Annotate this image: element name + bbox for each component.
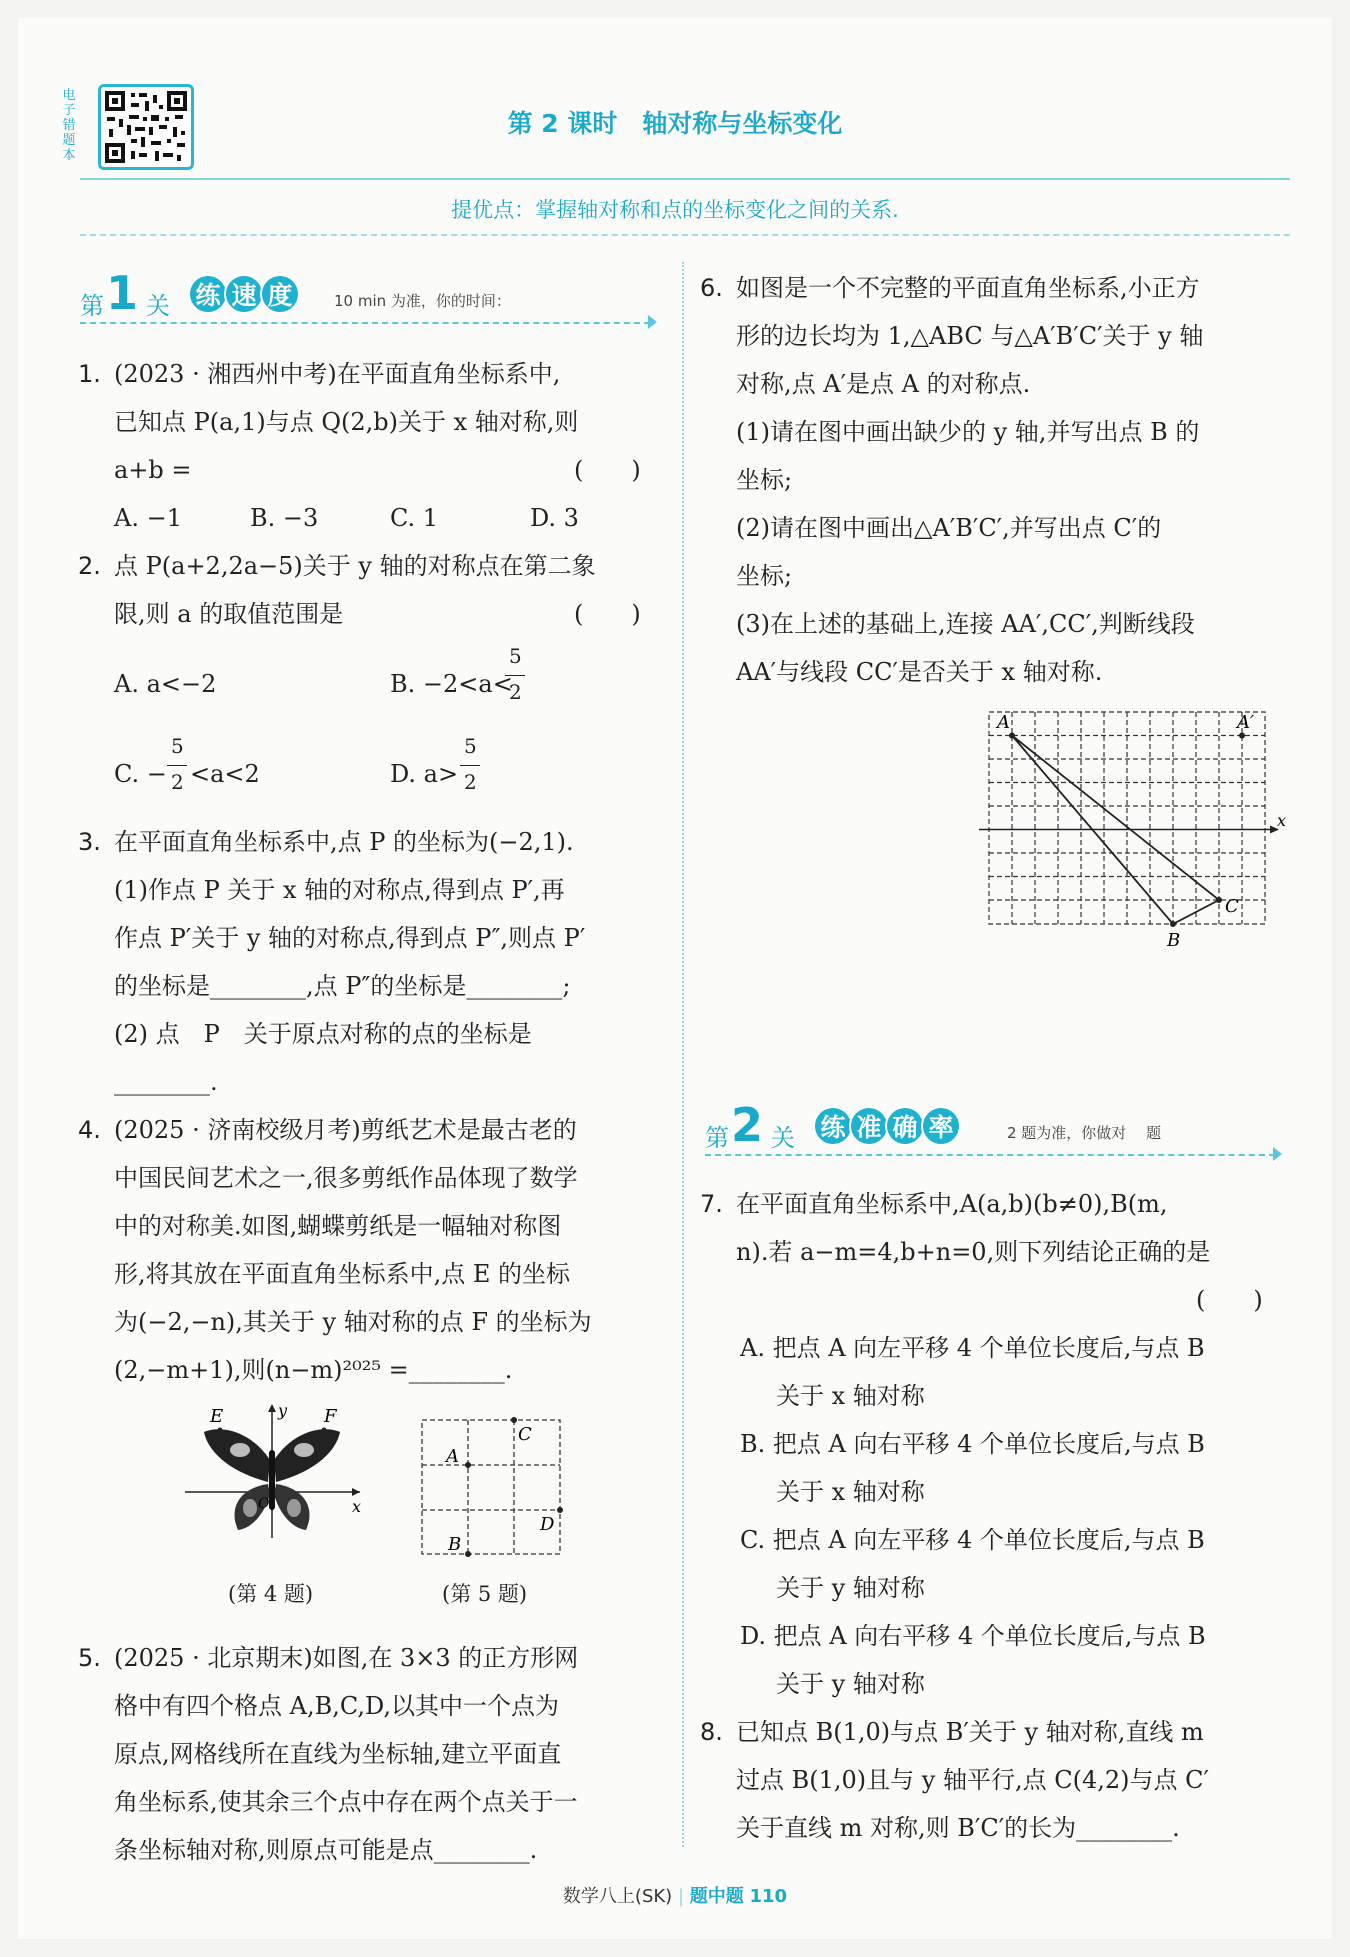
section-1-pill: 练 xyxy=(188,274,228,314)
q5-caption: (第 5 题) xyxy=(442,1582,528,1606)
q7-line: 在平面直角坐标系中,A(a,b)(b≠0),B(m, xyxy=(736,1190,1168,1218)
footer-separator: | xyxy=(677,1886,685,1907)
origin-label: O xyxy=(258,1496,270,1512)
q1-line: a+b = xyxy=(114,456,192,484)
section-2-pill: 准 xyxy=(849,1106,889,1146)
section-2-number: 2 xyxy=(731,1098,764,1152)
point-b-label: B xyxy=(1167,930,1181,950)
q1-option-a: A. −1 xyxy=(114,504,182,532)
fraction-denominator: 2 xyxy=(464,770,477,794)
tip-line: 提优点：掌握轴对称和点的坐标变化之间的关系. xyxy=(451,198,899,222)
q2-number: 2. xyxy=(78,552,101,580)
q7-option-a: A. 把点 A 向左平移 4 个单位长度后,与点 B xyxy=(740,1334,1205,1362)
q3-line: 作点 P′关于 y 轴的对称点,得到点 P″,则点 P′ xyxy=(114,924,586,952)
point-b-marker xyxy=(1170,921,1176,927)
q7-line: n).若 a−m=4,b+n=0,则下列结论正确的是 xyxy=(736,1238,1211,1266)
point-a-prime-label: A′ xyxy=(1237,712,1255,733)
point-a-prime-marker xyxy=(1239,733,1245,739)
section-1-guan: 关 xyxy=(146,292,170,320)
lesson-title: 第 2 课时 轴对称与坐标变化 xyxy=(507,109,843,138)
q7-option-b: B. 把点 A 向右平移 4 个单位长度后,与点 B xyxy=(740,1430,1205,1458)
point-a-label: A xyxy=(446,1446,459,1467)
point-c-label: C xyxy=(1225,896,1239,917)
q1-line: (2023 · 湘西州中考)在平面直角坐标系中, xyxy=(114,360,561,388)
section-1-underline xyxy=(80,322,650,324)
q4-line: 中的对称美.如图,蝴蝶剪纸是一幅轴对称图 xyxy=(114,1212,562,1240)
header-divider xyxy=(80,178,1290,180)
q5-line: 条坐标轴对称,则原点可能是点________. xyxy=(114,1836,538,1864)
point-e-marker xyxy=(218,1428,223,1433)
side-label: 电子错题本 xyxy=(62,88,76,163)
q7-option-a-cont: 关于 x 轴对称 xyxy=(776,1382,925,1410)
section-2-pill: 率 xyxy=(921,1106,961,1146)
q5-number: 5. xyxy=(78,1644,101,1672)
x-axis-label: x xyxy=(352,1497,362,1516)
fraction-denominator: 2 xyxy=(171,770,184,794)
section-2-pill: 确 xyxy=(885,1106,925,1146)
y-axis-arrow-icon xyxy=(268,1404,276,1412)
triangle-grid-figure xyxy=(975,700,1295,950)
q8-line: 已知点 B(1,0)与点 B′关于 y 轴对称,直线 m xyxy=(736,1718,1204,1746)
q3-line: 的坐标是________,点 P″的坐标是________; xyxy=(114,972,571,1000)
section-1-note: 10 min 为准，你的时间： xyxy=(334,292,511,310)
tip-divider xyxy=(80,234,1290,236)
footer-brand: 题中题 xyxy=(689,1886,744,1907)
section-2-di: 第 xyxy=(705,1124,729,1152)
fraction-bar xyxy=(460,765,480,766)
q8-line: 过点 B(1,0)且与 y 轴平行,点 C(4,2)与点 C′ xyxy=(736,1766,1209,1794)
q5-line: (2025 · 北京期末)如图,在 3×3 的正方形网 xyxy=(114,1644,579,1672)
section-1-pills xyxy=(188,274,296,314)
q6-line: (3)在上述的基础上,连接 AA′,CC′,判断线段 xyxy=(736,610,1195,638)
q7-option-c: C. 把点 A 向左平移 4 个单位长度后,与点 B xyxy=(740,1526,1205,1554)
section-1-number: 1 xyxy=(106,266,139,320)
q3-number: 3. xyxy=(78,828,101,856)
section-2-pill: 练 xyxy=(813,1106,853,1146)
q1-number: 1. xyxy=(78,360,101,388)
footer-book: 数学八上(SK) xyxy=(562,1886,673,1907)
q7-option-b-cont: 关于 x 轴对称 xyxy=(776,1478,925,1506)
q2-answer-bracket: ( ) xyxy=(574,600,641,628)
point-f-marker xyxy=(322,1428,327,1433)
fraction-numerator: 5 xyxy=(464,734,477,758)
q6-line: AA′与线段 CC′是否关于 x 轴对称. xyxy=(736,658,1103,686)
q2-option-c: C. − xyxy=(114,760,167,788)
q6-line: 如图是一个不完整的平面直角坐标系,小正方 xyxy=(736,274,1200,302)
arrow-right-icon xyxy=(1273,1147,1282,1161)
q4-number: 4. xyxy=(78,1116,101,1144)
q1-option-b: B. −3 xyxy=(250,504,319,532)
q2-line: 点 P(a+2,2a−5)关于 y 轴的对称点在第二象 xyxy=(114,552,596,580)
fraction-denominator: 2 xyxy=(509,680,522,704)
section-1-pill: 度 xyxy=(260,274,300,314)
fraction-numerator: 5 xyxy=(509,644,522,668)
x-axis-label: x xyxy=(1277,811,1287,830)
q7-answer-bracket: ( ) xyxy=(1196,1286,1263,1314)
grid-lines xyxy=(989,712,1265,924)
fraction-bar xyxy=(167,765,187,766)
column-divider xyxy=(682,262,684,1847)
page-footer xyxy=(0,1882,1350,1908)
q2-option-a: A. a<−2 xyxy=(114,670,217,698)
q1-option-c: C. 1 xyxy=(390,504,439,532)
section-2-guan: 关 xyxy=(771,1124,795,1152)
q5-line: 格中有四个格点 A,B,C,D,以其中一个点为 xyxy=(114,1692,560,1720)
section-1-di: 第 xyxy=(80,292,104,320)
q1-option-d: D. 3 xyxy=(530,504,579,532)
point-c-label: C xyxy=(518,1424,532,1445)
section-2-note: 2 题为准，你做对 题 xyxy=(1007,1124,1162,1142)
q2-option-d: D. a> xyxy=(390,760,459,788)
q3-line: (2) 点 P 关于原点对称的点的坐标是 xyxy=(114,1020,532,1048)
q2-line: 限,则 a 的取值范围是 xyxy=(114,600,344,628)
butterfly-figure xyxy=(180,1400,370,1540)
q6-line: 对称,点 A′是点 A 的对称点. xyxy=(736,370,1031,398)
q8-number: 8. xyxy=(700,1718,723,1746)
point-c-marker xyxy=(511,1417,517,1423)
q5-line: 原点,网格线所在直线为坐标轴,建立平面直 xyxy=(114,1740,562,1768)
q5-line: 角坐标系,使其余三个点中存在两个点关于一 xyxy=(114,1788,578,1816)
footer-page-number: 110 xyxy=(749,1886,788,1907)
q4-line: (2025 · 济南校级月考)剪纸艺术是最古老的 xyxy=(114,1116,577,1144)
section-2-header xyxy=(705,1098,1285,1156)
point-c-marker xyxy=(1216,897,1222,903)
point-f-label: F xyxy=(324,1406,337,1427)
x-axis-arrow-icon xyxy=(352,1488,360,1496)
point-d-marker xyxy=(557,1507,563,1513)
section-2-pills xyxy=(813,1106,957,1146)
q2-option-c-tail: <a<2 xyxy=(190,760,260,788)
fraction-numerator: 5 xyxy=(171,734,184,758)
point-e-label: E xyxy=(210,1406,224,1427)
point-a-label: A xyxy=(997,712,1010,733)
arrow-right-icon xyxy=(648,315,657,329)
q3-line: ________. xyxy=(114,1068,218,1096)
point-a-marker xyxy=(465,1462,471,1468)
q2-option-b: B. −2<a< xyxy=(390,670,513,698)
q4-line: (2,−m+1),则(n−m)²⁰²⁵ =________. xyxy=(114,1356,513,1384)
q7-option-c-cont: 关于 y 轴对称 xyxy=(776,1574,925,1602)
q6-line: (2)请在图中画出△A′B′C′,并写出点 C′的 xyxy=(736,514,1162,542)
q4-line: 形,将其放在平面直角坐标系中,点 E 的坐标 xyxy=(114,1260,571,1288)
q6-line: 形的边长均为 1,△ABC 与△A′B′C′关于 y 轴 xyxy=(736,322,1204,350)
q6-line: 坐标; xyxy=(736,466,793,494)
section-1-header xyxy=(80,266,660,324)
point-b-marker xyxy=(465,1551,471,1557)
q8-line: 关于直线 m 对称,则 B′C′的长为________. xyxy=(736,1814,1180,1842)
q3-line: (1)作点 P 关于 x 轴的对称点,得到点 P′,再 xyxy=(114,876,565,904)
q3-line: 在平面直角坐标系中,点 P 的坐标为(−2,1). xyxy=(114,828,574,856)
point-a-marker xyxy=(1009,733,1015,739)
q7-number: 7. xyxy=(700,1190,723,1218)
section-1-pill: 速 xyxy=(224,274,264,314)
q6-number: 6. xyxy=(700,274,723,302)
q7-option-d: D. 把点 A 向右平移 4 个单位长度后,与点 B xyxy=(740,1622,1206,1650)
grid-figure xyxy=(418,1416,568,1562)
y-axis-label: y xyxy=(278,1401,288,1420)
section-2-underline xyxy=(705,1154,1275,1156)
q4-caption: (第 4 题) xyxy=(228,1582,314,1606)
q1-line: 已知点 P(a,1)与点 Q(2,b)关于 x 轴对称,则 xyxy=(114,408,579,436)
fraction-bar xyxy=(505,675,525,676)
q4-line: 为(−2,−n),其关于 y 轴对称的点 F 的坐标为 xyxy=(114,1308,592,1336)
point-d-label: D xyxy=(540,1514,555,1535)
q6-line: 坐标; xyxy=(736,562,793,590)
q7-option-d-cont: 关于 y 轴对称 xyxy=(776,1670,925,1698)
q4-line: 中国民间艺术之一,很多剪纸作品体现了数学 xyxy=(114,1164,578,1192)
point-b-label: B xyxy=(448,1534,462,1555)
q6-line: (1)请在图中画出缺少的 y 轴,并写出点 B 的 xyxy=(736,418,1200,446)
q1-answer-bracket: ( ) xyxy=(574,456,641,484)
